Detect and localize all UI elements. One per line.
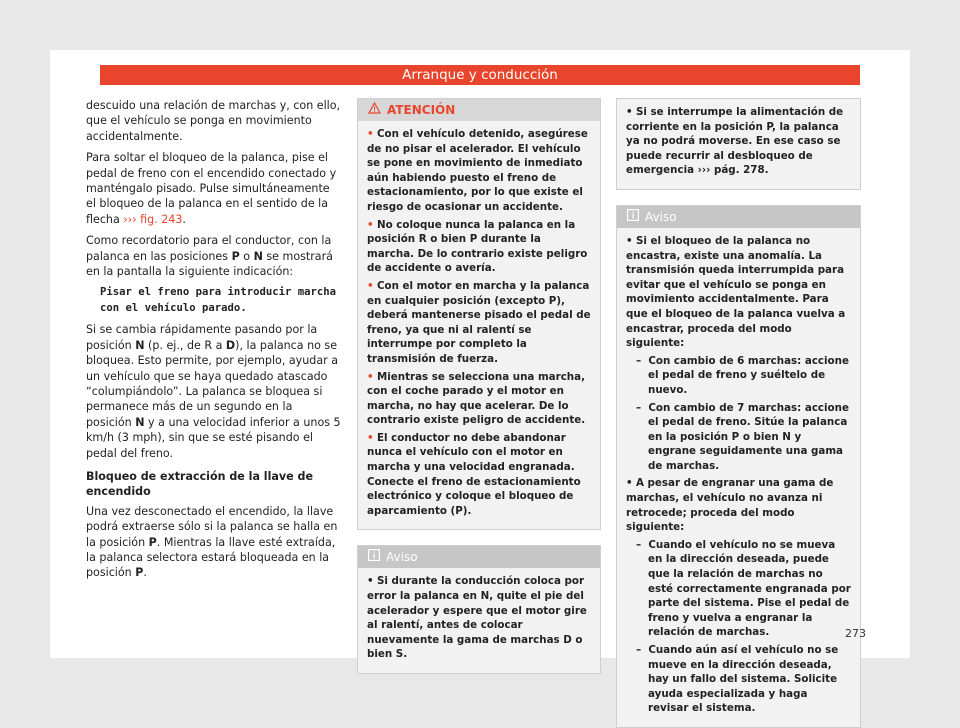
warning-item: • Con el vehículo detenido, asegúrese de no pisar el acelerador. El vehículo se pone en movimiento de inmediato aún habiendo puesto el freno de estacionamiento, por lo que existe el riesgo de ocasionar un accidente. [367, 128, 588, 213]
aviso-item: • Si el bloqueo de la palanca no encastra, existe una anomalía. La transmisión queda interrumpida para evitar que el vehículo se ponga en movimiento accidentalmente. Para que el bloqueo de la palanca vuelva a encastrar, proceda del modo siguiente: [626, 234, 846, 350]
warning-box [357, 98, 601, 530]
warning-header [358, 99, 600, 121]
warning-body [358, 121, 600, 529]
aviso-title-2: Aviso [645, 209, 677, 224]
paragraph-2: Para soltar el bloqueo de la palanca, pise el pedal de freno con el encendido conectado y manténgalo pisado. Pulse simultáneamente el bloqueo de la palanca en el sentido de la flecha ››› fig. 243. [86, 151, 337, 226]
info-icon [627, 208, 639, 226]
aviso-subitem: – Con cambio de 7 marchas: accione el pedal de freno. Sitúe la palanca en la posición P o bien N y engrane seguidamente una gama de marchas. [636, 401, 849, 472]
paragraph-3: Como recordatorio para el conductor, con la palanca en las posiciones P o N se mostrará en la pantalla la siguiente indicación: [86, 234, 333, 279]
aviso-box-1 [357, 545, 601, 674]
info-icon [368, 548, 380, 566]
aviso-subitem: – Cuando aún así el vehículo no se mueve en la dirección deseada, hay un fallo del sistema. Solicite ayuda especializada y haga revisar el sistema. [636, 644, 839, 715]
column-right [616, 98, 861, 728]
aviso-header-1 [358, 546, 600, 568]
warning-item: • El conductor no debe abandonar nunca el vehículo con el motor en marcha y una velocidad engranada. Conecte el freno de estacionamiento electrónico y coloque el bloqueo de aparcamiento (P). [367, 431, 581, 517]
section-header: Arranque y conducción [100, 65, 860, 85]
continued-body [617, 99, 860, 189]
figure-reference-link[interactable]: ››› fig. 243 [123, 212, 183, 226]
aviso-body-2 [617, 228, 860, 727]
warning-title: ATENCIÓN [387, 103, 456, 117]
continued-item: • Si se interrumpe la alimentación de corriente en la posición P, la palanca ya no podrá moverse. En ese caso se puede recurrir al desbloqueo de emergencia ››› pág. 278. [626, 106, 844, 177]
warning-item: • Mientras se selecciona una marcha, con el coche parado y el motor en marcha, no hay que acelerar. De lo contrario existe peligro de accidente. [367, 370, 586, 427]
paragraph-5: Una vez desconectado el encendido, la llave podrá extraerse sólo si la palanca se halla en la posición P. Mientras la llave esté extraída, la palanca selectora estará bloqueada en la posición P. [86, 504, 338, 580]
warning-item: • Con el motor en marcha y la palanca en cualquier posición (excepto P), deberá mantenerse pisado el pedal de freno, ya que ni al ralentí se interrumpe por completo la transmisión de fuerza. [367, 279, 591, 365]
paragraph-4: Si se cambia rápidamente pasando por la posición N (p. ej., de R a D), la palanca no se bloquea. Esto permite, por ejemplo, ayudar a un vehículo que se haya quedado atascado “columpiándolo”. La palanca se bloquea si permanece más de un segundo en la posición N y a una velocidad inferior a unos 5 km/h (3 mph), sin que se esté pisando el pedal del freno. [86, 323, 341, 460]
page-number: 273 [845, 627, 866, 640]
aviso-body-1 [358, 568, 600, 673]
display-message: Pisar el freno para introducir marcha con el vehículo parado. [100, 286, 336, 314]
continued-box [616, 98, 861, 190]
warning-item: • No coloque nunca la palanca en la posición R o bien P durante la marcha. De lo contrario existe peligro de accidente o avería. [367, 218, 588, 275]
paragraph-1: descuido una relación de marchas y, con ello, que el vehículo se ponga en movimiento accidentalmente. [86, 99, 341, 143]
aviso-header-2 [617, 206, 860, 228]
aviso-item: • A pesar de engranar una gama de marchas, el vehículo no avanza ni retrocede; proceda del modo siguiente: [626, 477, 834, 534]
page-reference-link[interactable]: ››› pág. 278. [697, 164, 769, 177]
aviso-item: • Si durante la conducción coloca por error la palanca en N, quite el pie del acelerador y espere que el motor gire al ralentí, antes de colocar nuevamente la gama de marchas D o bien S. [367, 575, 587, 661]
warning-triangle-icon [368, 101, 381, 119]
manual-page [50, 50, 910, 715]
aviso-subitem: – Cuando el vehículo no se mueva en la dirección deseada, puede que la relación de marchas no esté correctamente engranada por parte del sistema. Pise el pedal de freno y vuelva a engranar la relación de marchas. [636, 538, 851, 639]
aviso-box-2 [616, 205, 861, 728]
column-middle [357, 98, 601, 674]
subheading-key-lock: Bloqueo de extracción de la llave de encendido [86, 469, 313, 499]
aviso-subitem: – Con cambio de 6 marchas: accione el pedal de freno y suéltelo de nuevo. [636, 354, 849, 396]
aviso-title-1: Aviso [386, 550, 418, 565]
column-left [86, 98, 341, 587]
